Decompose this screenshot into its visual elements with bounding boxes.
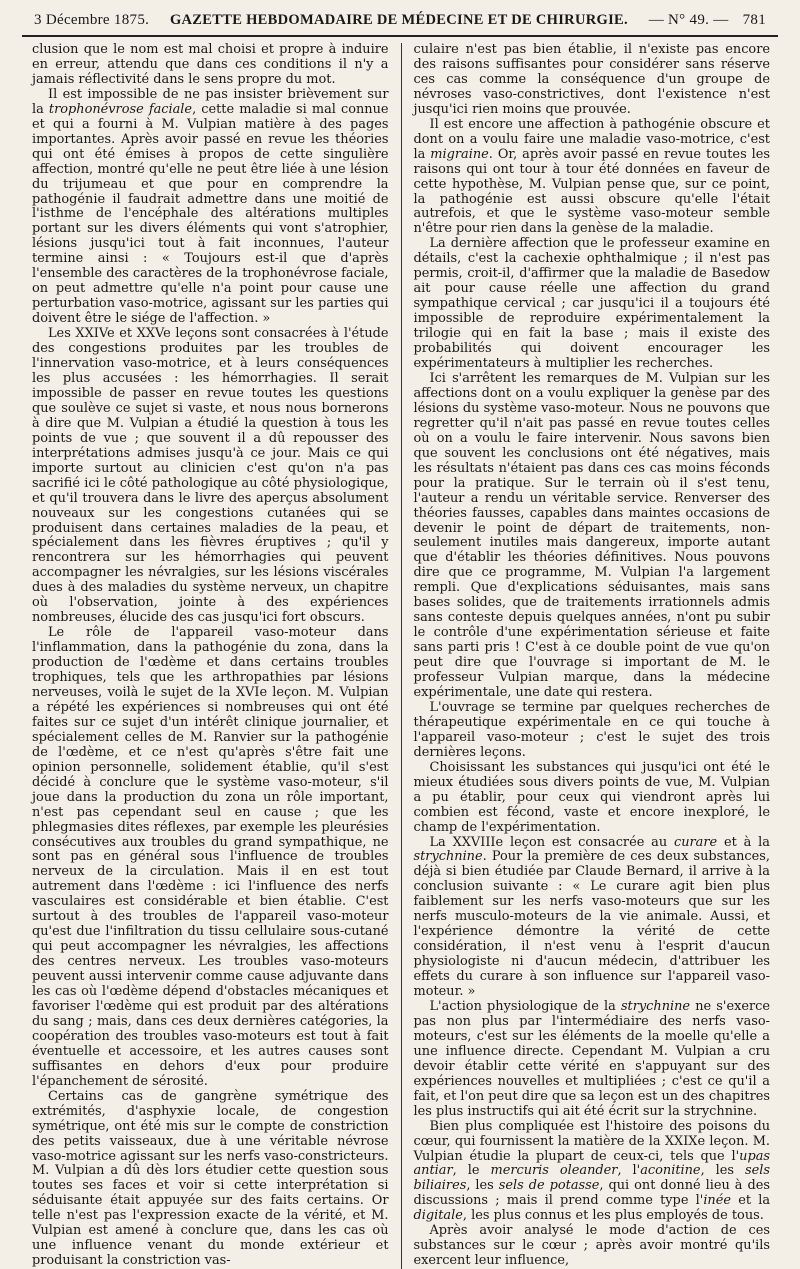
header-page-number: 781	[742, 12, 766, 28]
text-run: , le	[452, 1163, 491, 1179]
paragraph: Ici s'arrêtent les remarques de M. Vulpian sur les affections dont on a voulu expliquer la genèse par des lésions du système vaso-moteur. Nous ne pouvons que regretter qu'il n'ait pas passé en revue toutes celles où on a voulu le faire intervenir. Nous savons bien que souvent les conclusions ont été négatives, mais les résultats n'étaient pas dans ces cas moins féconds pour la pratique. Sur le terrain où il s'est tenu, l'auteur a rendu un véritable service. Renverser des théories fausses, capables dans maintes occasions de devenir le point de départ de traitements, non-seulement inutiles mais dangereux, importe autant que d'établir les théories définitives. Nous pouvons dire que ce programme, M. Vulpian l'a largement rempli. Que d'explications séduisantes, mais sans bases solides, que de traitements irrationnels admis sans conteste depuis quelques années, n'ont pu subir le contrôle d'une expérimentation sérieuse et faite sans parti pris ! C'est à ce double point de vue qu'on peut dire que l'ouvrage si important de M. le professeur Vulpian marque, dans la médecine expérimentale, une date qui restera.	[413, 370, 770, 700]
paragraph: La dernière affection que le professeur examine en détails, c'est la cachexie ophthalmique ; il n'est pas permis, croit-il, d'affirmer que la maladie de Basedow ait pour cause réelle une affection du grand sympathique cervical ; car jusqu'ici il a toujours été impossible de reproduire expérimentalement la trilogie qui en fait la base ; mais il existe des probabilités qui doivent encourager les expérimentateurs à multiplier les recherches.	[413, 236, 770, 372]
italic-term: sels biliaires	[413, 1163, 770, 1194]
italic-term: curare	[674, 834, 718, 850]
article-columns	[22, 37, 778, 1269]
italic-term: migraine	[430, 146, 489, 162]
italic-term: mercuris oleander	[490, 1163, 618, 1179]
paragraph: Les XXIVe et XXVe leçons sont consacrées à l'étude des congestions produites par les troubles de l'innervation vaso-motrice, et à leurs conséquences les plus accusées : les hémorrhagies. Il serait impossible de passer en revue toutes les questions que soulève ce sujet si vaste, et nous nous bornerons à dire que M. Vulpian a étudié la question à tous les points de vue ; que souvent il a dû repousser des interprétations admises jusqu'à ce jour. Mais ce qui importe surtout au clinicien c'est qu'on n'a pas sacrifié ici le côté pathologique au côté physiologique, et qu'il trouvera dans le livre des aperçus absolument nouveaux sur les congestions cutanées qui se produisent dans certaines maladies de la peau, et spécialement dans les fièvres éruptives ; qu'il y rencontrera sur les hémorrhagies qui peuvent accompagner les névralgies, sur les lésions viscérales dues à des maladies du système nerveux, un chapitre où l'observation, jointe à des expériences nombreuses, élucide des cas jusqu'ici fort obscurs.	[32, 326, 389, 626]
paragraph: Choisissant les substances qui jusqu'ici ont été le mieux étudiées sous divers points de vue, M. Vulpian a pu établir, pour ceux qui viendront après lui combien est fécond, vaste et encore inexploré, le champ de l'expérimentation.	[413, 759, 770, 835]
header-title: GAZETTE HEBDOMADAIRE DE MÉDECINE ET DE CHIRURGIE.	[169, 12, 628, 28]
text-run: Il est encore une affection à pathogénie obscure et dont on a voulu faire une maladie vaso-motrice, c'est la	[413, 116, 770, 162]
paragraph: clusion que le nom est mal choisi et propre à induire en erreur, attendu que dans ces conditions il n'y a jamais réflectivité dans le sens propre du mot.	[32, 42, 389, 87]
paragraph: culaire n'est pas bien établie, il n'existe pas encore des raisons suffisantes pour considérer sans réserve ces cas comme la conséquence d'un groupe de névroses vaso-constrictives, dont l'existence n'est jusqu'ici rien moins que prouvée.	[413, 42, 770, 117]
text-run: Bien plus compliquée est l'histoire des poisons du cœur, qui fournissent la matière de la XXIXe leçon. M. Vulpian étudie la plupart de ceux-ci, tels que l'	[413, 1118, 770, 1164]
text-run: L'action physiologique de la	[429, 999, 621, 1014]
header-date: 3 Décembre 1875.	[34, 12, 150, 28]
italic-term: digitale	[413, 1208, 463, 1224]
text-run: , l'	[617, 1163, 641, 1179]
paragraph	[414, 1120, 771, 1225]
italic-term: sels de potasse	[498, 1178, 600, 1194]
text-run: La XXVIIIe leçon est consacrée au	[429, 834, 674, 850]
text-run: , les	[700, 1163, 746, 1179]
italic-term: strychnine	[620, 999, 691, 1014]
italic-term: strychnine	[413, 849, 483, 865]
header-issue	[649, 12, 766, 29]
right-column	[402, 43, 779, 1269]
italic-term: trophonévrose faciale	[48, 101, 193, 117]
text-run: et à la	[717, 834, 770, 850]
text-run: Il est impossible de ne pas insister brièvement sur la	[32, 86, 389, 117]
paragraph: L'ouvrage se termine par quelques recherches de thérapeutique expérimentale en ce qui touche à l'appareil vaso-moteur ; c'est le sujet des trois dernières leçons.	[413, 699, 770, 760]
text-run: et la	[731, 1193, 771, 1209]
paragraph	[414, 836, 771, 1000]
text-run: ne s'exerce pas non plus par l'intermédiaire des nerfs vaso-moteurs, c'est sur les éléments de la moelle qu'elle a une influence directe. Cependant M. Vulpian a cru devoir établir cette vérité en s'appuyant sur des expériences nouvelles et multipliées ; c'est ce qu'il a fait, et l'on peut dire que sa leçon est un des chapitres les plus instructifs qui ait été écrit sur la strychnine.	[413, 999, 770, 1119]
paragraph	[32, 88, 389, 327]
text-run: , les plus connus et les plus employés de tous.	[462, 1208, 764, 1224]
paragraph: Le rôle de l'appareil vaso-moteur dans l'inflammation, dans la pathogénie du zona, dans la production de l'œdème et dans certains troubles trophiques, tels que les arthropathies par lésions nerveuses, voilà le sujet de la XVIe leçon. M. Vulpian a répété les expériences si nombreuses qui ont été faites sur ce sujet d'un intérêt clinique journalier, et spécialement celles de M. Ranvier sur la pathogénie de l'œdème, et ce n'est qu'après s'être fait une opinion personnelle, solidement établie, qu'il s'est décidé à conclure que le système vaso-moteur, s'il joue dans la production du zona un rôle important, n'est pas cependant seul en cause ; que les phlegmasies dites réflexes, par exemple les pleurésies consécutives aux troubles du grand sympathique, ne sont pas en général sous l'influence de troubles nerveux de la circulation. Mais il en est tout autrement dans l'œdème : ici l'influence des nerfs vasculaires est considérable et bien établie. C'est surtout à des troubles de l'appareil vaso-moteur qu'est due l'infiltration du tissu cellulaire sous-cutané qui peut accompagner les névralgies, les affections des centres nerveux. Les troubles vaso-moteurs peuvent aussi intervenir comme cause adjuvante dans les cas où l'œdème dépend d'obstacles mécaniques et favoriser l'œdème qui est produit par des altérations du sang ; mais, dans ces deux dernières catégories, la coopération des troubles vaso-moteurs est tout à fait éventuelle et accessoire, et les autres causes sont suffisantes en dehors d'eux pour produire l'épanchement de sérosité.	[32, 625, 389, 1089]
italic-term: inée	[703, 1193, 731, 1209]
page-header	[22, 8, 778, 37]
text-run: , cette maladie si mal connue et qui a fourni à M. Vulpian matière à des pages importantes. Après avoir passé en revue les théories qui ont été émises à propos de cette singulière affection, montré qu'elle ne peut être liée à une lésion du trijumeau et que pour en comprendre la pathogénie il faudrait admettre dans une moitié de l'isthme de l'encéphale des altérations multiples portant sur les divers éléments qui vont s'atrophier, lésions jusqu'ici tout à fait inconnues, l'auteur termine ainsi : « Toujours est-il que d'après l'ensemble des caractères de la trophonévrose faciale, on peut admettre qu'elle n'a point pour cause une perturbation vaso-motrice, agissant sur les parties qui doivent être le siége de l'affection. »	[32, 101, 389, 327]
paragraph: Certains cas de gangrène symétrique des extrémités, d'asphyxie locale, de congestion symétrique, ont été mis sur le compte de constriction des petits vaisseaux, due à une véritable névrose vaso-motrice agissant sur les nerfs vaso-constricteurs. M. Vulpian a dû dès lors étudier cette question sous toutes ses faces et voir si cette interprétation si séduisante était appuyée sur des faits certains. Or telle n'est pas l'expression exacte de la vérité, et M. Vulpian est amené à conclure que, dans les cas où une influence venant du monde extérieur et produisant la constriction vas-	[32, 1088, 389, 1269]
text-run: , les	[466, 1178, 499, 1194]
text-run: . Or, après avoir passé en revue toutes les raisons qui ont tour à tour été données en faveur de cette hypothèse, M. Vulpian pense que, sur ce point, la pathogénie est aussi obscure qu'elle l'était autrefois, et que le système vaso-moteur semble n'être pour rien dans la genèse de la maladie.	[413, 146, 770, 237]
text-run: , qui ont donné lieu à des discussions ; mais il prend comme type l'	[413, 1178, 770, 1209]
paragraph	[414, 118, 771, 238]
paragraph	[414, 1000, 771, 1120]
italic-term: upas antiar	[413, 1148, 770, 1179]
left-column	[22, 43, 401, 1269]
header-issue-number: — N° 49. —	[648, 12, 729, 28]
paragraph: Après avoir analysé le mode d'action de ces substances sur le cœur ; après avoir montré qu'ils exercent leur influence,	[413, 1223, 770, 1269]
italic-term: aconitine	[640, 1163, 701, 1179]
text-run: . Pour la première de ces deux substances, déjà si bien étudiée par Claude Bernard, il arrive à la conclusion suivante : « Le curare agit bien plus faiblement sur les nerfs vaso-moteurs que sur les nerfs musculo-moteurs de la vie animale. Aussi, et l'expérience démontre la vérité de cette considération, il n'est venu à l'esprit d'aucun physiologiste ni d'aucun médecin, d'attribuer les effets du curare à son influence sur l'appareil vaso-moteur. »	[413, 849, 770, 1000]
